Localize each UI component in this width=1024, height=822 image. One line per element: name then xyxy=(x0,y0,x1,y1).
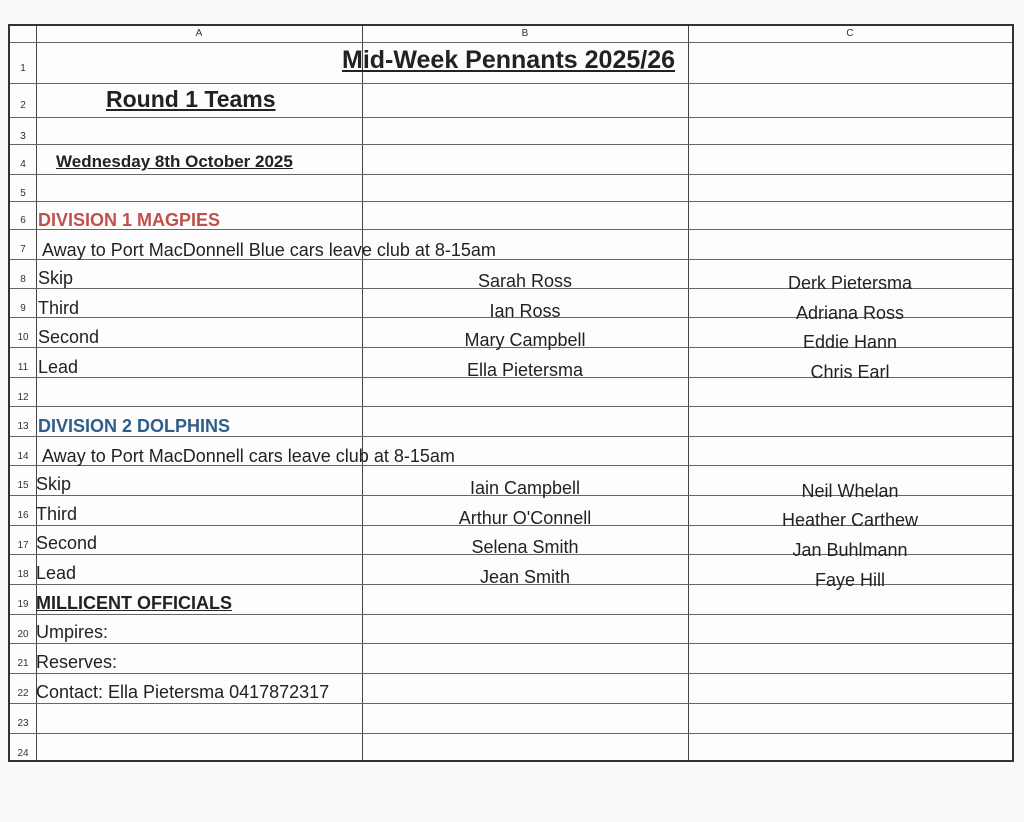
division-1-position-third: Third xyxy=(38,298,80,318)
division-1-team-b-third: Ian Ross xyxy=(489,301,561,321)
row-number[interactable]: 1 xyxy=(20,63,26,74)
row-number[interactable]: 14 xyxy=(17,451,29,462)
row-divider xyxy=(10,144,1012,145)
division-1-team-b-skip: Sarah Ross xyxy=(477,271,573,291)
division-2-team-b-lead: Jean Smith xyxy=(479,567,571,587)
division-2-position-second: Second xyxy=(36,533,98,553)
division-1-team-c-third: Adriana Ross xyxy=(795,303,905,323)
row-number[interactable]: 12 xyxy=(17,392,29,403)
row-number[interactable]: 22 xyxy=(17,688,29,699)
row-number[interactable]: 24 xyxy=(17,748,29,759)
division-1-position-skip: Skip xyxy=(38,268,74,288)
division-1-team-b-lead: Ella Pietersma xyxy=(466,360,584,380)
division-2-team-b-skip: Iain Campbell xyxy=(469,478,581,498)
row-number[interactable]: 4 xyxy=(20,159,26,170)
division-1-team-c-skip: Derk Pietersma xyxy=(787,273,913,293)
row-divider xyxy=(10,174,1012,175)
row-number[interactable]: 20 xyxy=(17,629,29,640)
division-2-team-c-skip: Neil Whelan xyxy=(801,481,899,501)
division-2-position-skip: Skip xyxy=(36,474,72,494)
column-header-b[interactable]: B xyxy=(521,28,529,39)
row-divider xyxy=(10,703,1012,704)
division-1-position-lead: Lead xyxy=(38,357,79,377)
row-number[interactable]: 16 xyxy=(17,510,29,521)
row-number[interactable]: 11 xyxy=(17,362,29,373)
division-1-team-c-second: Eddie Hann xyxy=(802,332,898,352)
column-header-c[interactable]: C xyxy=(846,28,854,39)
row-divider xyxy=(10,83,1012,84)
division-2-team-c-lead: Faye Hill xyxy=(814,570,885,590)
round-heading: Round 1 Teams xyxy=(106,86,276,112)
row-divider xyxy=(10,733,1012,734)
column-header-divider xyxy=(10,42,1012,43)
row-number[interactable]: 10 xyxy=(17,332,29,343)
spreadsheet xyxy=(8,24,1014,762)
row-number[interactable]: 6 xyxy=(20,215,26,226)
division-2-position-third: Third xyxy=(36,504,78,524)
row-number[interactable]: 15 xyxy=(17,480,29,491)
row-number[interactable]: 23 xyxy=(17,718,29,729)
row-number[interactable]: 13 xyxy=(17,421,29,432)
row-divider xyxy=(10,117,1012,118)
contact-line: Contact: Ella Pietersma 0417872317 xyxy=(36,682,330,702)
row-divider xyxy=(10,673,1012,674)
division-1-note: Away to Port MacDonnell Blue cars leave club at 8-15am xyxy=(42,240,496,260)
row-number[interactable]: 3 xyxy=(20,131,26,142)
row-divider xyxy=(10,614,1012,615)
row-number[interactable]: 17 xyxy=(17,540,29,551)
division-2-team-b-third: Arthur O'Connell xyxy=(458,508,592,528)
division-2-team-c-third: Heather Carthew xyxy=(781,510,919,530)
row-number[interactable]: 21 xyxy=(17,658,29,669)
row-number[interactable]: 7 xyxy=(20,244,26,255)
row-divider xyxy=(10,201,1012,202)
row-number-divider xyxy=(36,26,37,760)
column-divider-bc xyxy=(688,26,689,760)
row-number[interactable]: 9 xyxy=(20,303,26,314)
row-number[interactable]: 2 xyxy=(20,100,26,111)
match-date: Wednesday 8th October 2025 xyxy=(56,152,293,171)
division-1-team-c-lead: Chris Earl xyxy=(810,362,890,382)
page-title: Mid-Week Pennants 2025/26 xyxy=(342,46,676,74)
officials-heading: MILLICENT OFFICIALS xyxy=(36,593,232,613)
row-divider xyxy=(10,643,1012,644)
division-1-team-b-second: Mary Campbell xyxy=(464,330,586,350)
division-2-team-c-second: Jan Buhlmann xyxy=(792,540,908,560)
division-2-note: Away to Port MacDonnell cars leave club at 8-15am xyxy=(42,446,455,466)
row-number[interactable]: 5 xyxy=(20,188,26,199)
umpires-label: Umpires: xyxy=(36,622,109,642)
division-2-team-b-second: Selena Smith xyxy=(471,537,579,557)
row-number[interactable]: 8 xyxy=(20,274,26,285)
division-1-position-second: Second xyxy=(38,327,100,347)
division-2-heading: DIVISION 2 DOLPHINS xyxy=(38,416,231,436)
division-2-position-lead: Lead xyxy=(36,563,77,583)
row-number[interactable]: 19 xyxy=(17,599,29,610)
division-1-heading: DIVISION 1 MAGPIES xyxy=(38,210,221,230)
column-divider-ab xyxy=(362,26,363,760)
reserves-label: Reserves: xyxy=(36,652,118,672)
row-divider xyxy=(10,406,1012,407)
column-header-a[interactable]: A xyxy=(195,28,203,39)
row-number[interactable]: 18 xyxy=(17,569,29,580)
